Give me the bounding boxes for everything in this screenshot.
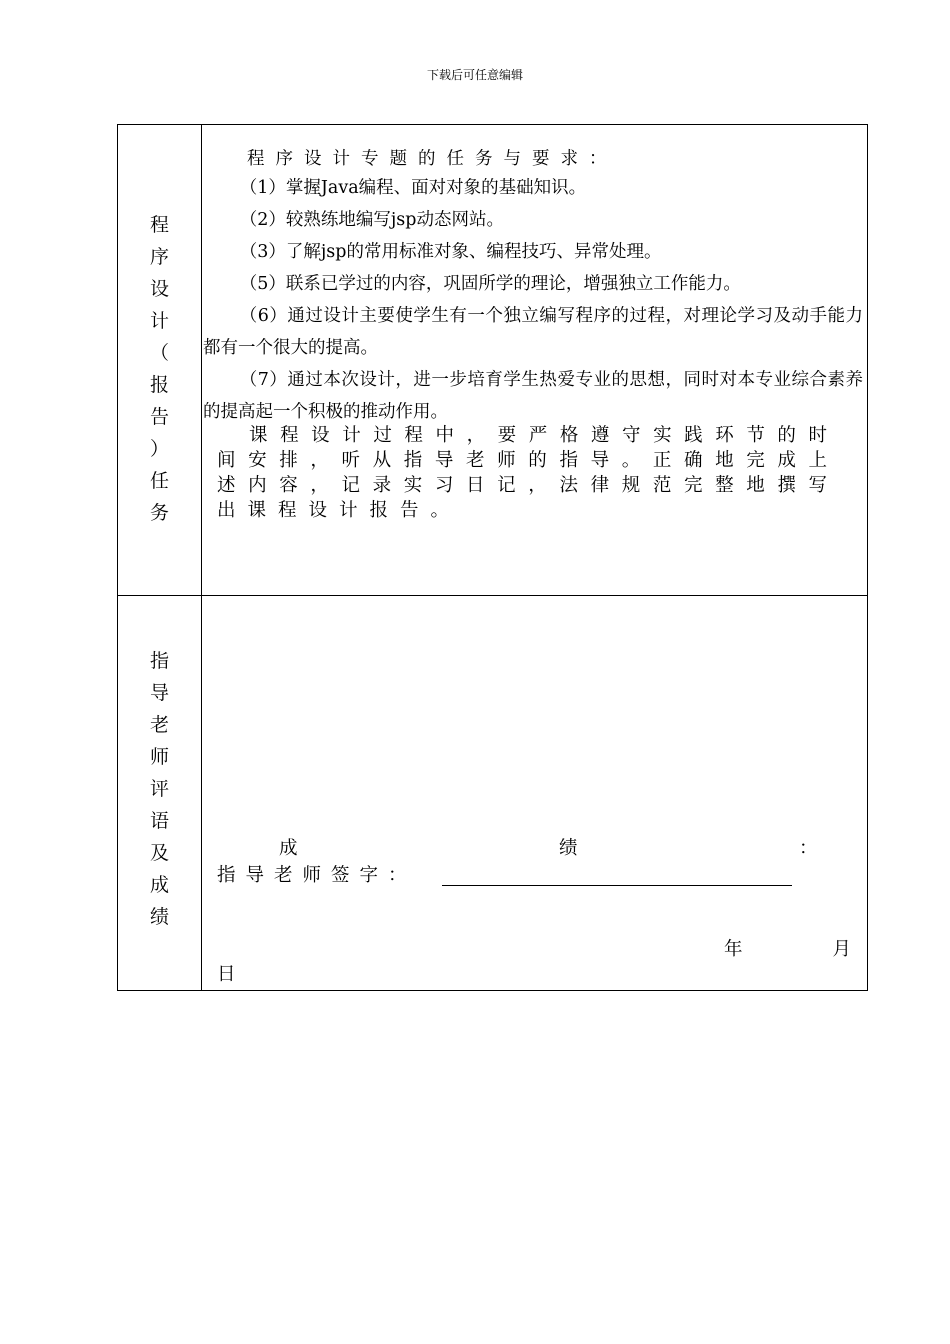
task-label-char: 序: [149, 246, 169, 268]
comment-label-char: 及: [149, 842, 169, 864]
comment-label-cell: [118, 595, 202, 990]
requirement-item: （1）掌握Java编程、面对对象的基础知识。: [239, 178, 587, 198]
grade-colon: ：: [799, 838, 818, 859]
task-label-cell: [118, 125, 202, 595]
grade-label-char: 成: [279, 838, 298, 859]
task-label-char: 任: [149, 470, 169, 492]
comment-label-char: 绩: [149, 906, 169, 928]
year-label: 年: [724, 939, 743, 960]
requirement-item: （6）通过设计主要使学生有一个独立编写程序的过程，对理论学习及动手能力都有一个很大的提高。: [203, 306, 863, 358]
grade-label-char: 绩: [559, 838, 578, 859]
task-label-char: 计: [149, 310, 169, 332]
form-table: [117, 124, 868, 991]
comment-label-char: 评: [149, 778, 169, 800]
comment-label-char: 师: [149, 746, 169, 768]
task-content-cell: [203, 125, 863, 595]
task-label-char: 报: [149, 374, 169, 396]
task-label-char: 务: [149, 502, 169, 524]
signature-label: 指导老师签字：: [217, 865, 417, 886]
comment-label-char: 语: [149, 810, 169, 832]
course-design-paragraph: 课程设计过程中，要严格遵守实践环节的时间安排，听从指导老师的指导。正确地完成上述内容，记录实习日记，法律规范完整地撰写出课程设计报告。: [217, 425, 839, 521]
date-line: [203, 935, 863, 995]
month-label: 月: [832, 939, 851, 960]
comment-content-cell: [203, 595, 863, 990]
task-row: [118, 125, 867, 596]
comment-label-char: 成: [149, 874, 169, 896]
comment-label-char: 指: [149, 650, 169, 672]
page-header: 下载后可任意编辑: [426, 68, 523, 82]
task-label-char: 告: [149, 406, 169, 428]
comment-label-char: 导: [149, 682, 169, 704]
comment-vertical-label: [118, 645, 201, 933]
comment-label-char: 老: [149, 714, 169, 736]
task-label-char: ）: [149, 438, 169, 460]
requirement-item: （5）联系已学过的内容，巩固所学的理论，增强独立工作能力。: [239, 274, 741, 294]
comment-row: [118, 595, 867, 990]
task-vertical-label: [118, 209, 201, 529]
requirement-item: （2）较熟练地编写jsp动态网站。: [239, 210, 504, 230]
day-label: 日: [217, 964, 236, 985]
requirement-item: （7）通过本次设计，进一步培育学生热爱专业的思想，同时对本专业综合素养的提高起一个积极的推动作用。: [203, 370, 863, 422]
signature-line: [217, 861, 863, 891]
requirement-item: （3）了解jsp的常用标准对象、编程技巧、异常处理。: [239, 242, 662, 262]
task-label-char: 程: [149, 214, 169, 236]
task-title: 程序设计专题的任务与要求：: [247, 149, 618, 169]
signature-field[interactable]: [442, 885, 792, 886]
grade-line: [203, 834, 863, 860]
task-label-char: （: [149, 342, 169, 364]
task-label-char: 设: [149, 278, 169, 300]
